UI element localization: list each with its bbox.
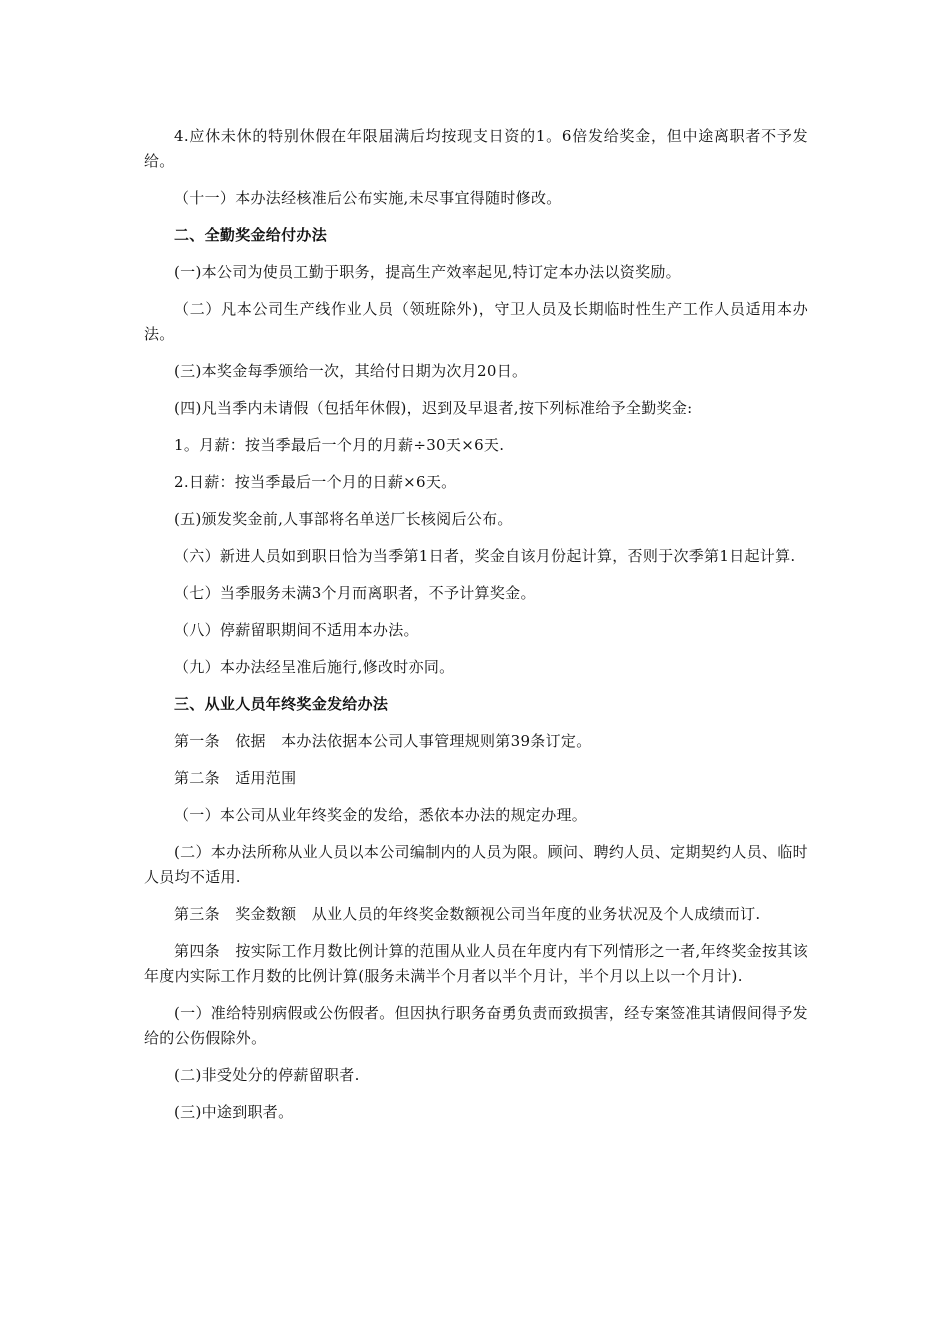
paragraph-article-4-item-1: (一）准给特别病假或公伤假者。但因执行职务奋勇负责而致损害，经专案签准其请假间得予发给的公伤假除外。 bbox=[144, 1004, 808, 1047]
section-heading-2: 二、全勤奖金给付办法 bbox=[174, 226, 328, 244]
paragraph-attendance-3: (三)本奖金每季颁给一次，其给付日期为次月20日。 bbox=[174, 362, 528, 380]
paragraph-article-4-item-2: (二)非受处分的停薪留职者. bbox=[174, 1066, 360, 1084]
paragraph-attendance-7: （七）当季服务未满3个月而离职者，不予计算奖金。 bbox=[174, 584, 536, 602]
paragraph-article-3: 第三条 奖金数额 从业人员的年终奖金数额视公司当年度的业务状况及个人成绩而订. bbox=[174, 905, 761, 923]
paragraph-attendance-4: (四)凡当季内未请假（包括年休假)，迟到及早退者,按下列标准给予全勤奖金: bbox=[174, 399, 693, 417]
paragraph-article-4-item-3: (三)中途到职者。 bbox=[174, 1103, 294, 1121]
paragraph-article-1: 第一条 依据 本办法依据本公司人事管理规则第39条订定。 bbox=[174, 732, 592, 750]
paragraph-article-2: 第二条 适用范围 bbox=[174, 769, 297, 787]
document-body bbox=[144, 124, 808, 1137]
paragraph-monthly-salary: 1。月薪：按当季最后一个月的月薪÷30天×6天. bbox=[174, 436, 505, 454]
paragraph-attendance-2: （二）凡本公司生产线作业人员（领班除外)，守卫人员及长期临时性生产工作人员适用本办法。 bbox=[144, 300, 808, 343]
paragraph-attendance-8: （八）停薪留职期间不适用本办法。 bbox=[174, 621, 419, 639]
paragraph-attendance-1: (一)本公司为使员工勤于职务，提高生产效率起见,特订定本办法以资奖励。 bbox=[174, 263, 681, 281]
paragraph-daily-salary: 2.日薪：按当季最后一个月的日薪×6天。 bbox=[174, 473, 457, 491]
paragraph-article-2-item-2: (二）本办法所称从业人员以本公司编制内的人员为限。顾问、聘约人员、定期契约人员、临时人员均不适用. bbox=[144, 843, 808, 886]
paragraph-unused-leave-bonus: 4.应休未休的特别休假在年限届满后均按现支日资的1。6倍发给奖金，但中途离职者不予发给。 bbox=[144, 127, 808, 170]
paragraph-attendance-6: （六）新进人员如到职日恰为当季第1日者，奖金自该月份起计算，否则于次季第1日起计算. bbox=[174, 547, 796, 565]
paragraph-attendance-9: （九）本办法经呈准后施行,修改时亦同。 bbox=[174, 658, 455, 676]
paragraph-article-2-item-1: （一）本公司从业年终奖金的发给，悉依本办法的规定办理。 bbox=[174, 806, 588, 824]
section-heading-3: 三、从业人员年终奖金发给办法 bbox=[174, 695, 389, 713]
paragraph-attendance-5: (五)颁发奖金前,人事部将名单送厂长核阅后公布。 bbox=[174, 510, 513, 528]
paragraph-article-11: （十一）本办法经核准后公布实施,未尽事宜得随时修改。 bbox=[174, 189, 562, 207]
paragraph-article-4: 第四条 按实际工作月数比例计算的范围从业人员在年度内有下列情形之一者,年终奖金按其该年度内实际工作月数的比例计算(服务未满半个月者以半个月计，半个月以上以一个月计). bbox=[144, 942, 808, 985]
